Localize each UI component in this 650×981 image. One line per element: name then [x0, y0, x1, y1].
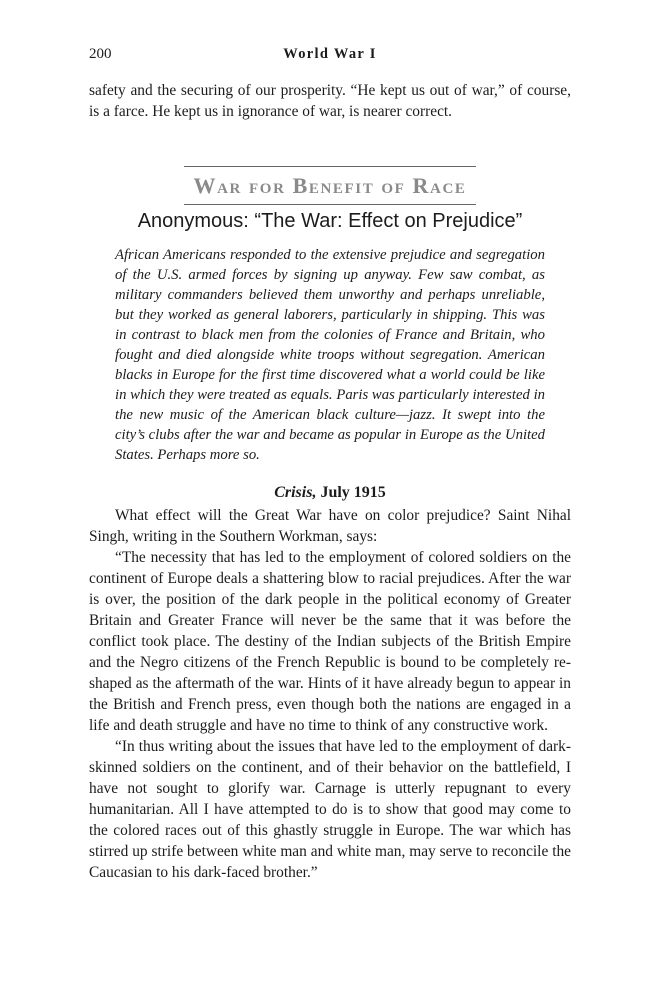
opening-paragraph: safety and the securing of our prosperity. “He kept us out of war,” of course, is a farce. He kept us in ignorance of war, is nearer correct. — [89, 82, 571, 120]
section-heading: War for Benefit of Race — [193, 173, 467, 198]
introduction-paragraph: African Americans responded to the extensive prejudice and segregation of the U.S. armed forces by signing up anyway. Few saw combat, as military commanders believed them unworthy and perhaps unreliable, but they worked as general laborers, particularly in shipping. This was in contrast to black men from the colonies of France and Britain, who fought and died alongside white troops without segregation. American blacks in Europe for the first time discovered what a world could be like in which they were treated as equals. Paris was particularly interested in the new music of the American black culture—jazz. It swept into the city’s clubs after the war and became as popular in Europe as the United States. Perhaps more so. — [115, 247, 545, 463]
source-line — [89, 482, 571, 504]
section-rule-bottom — [184, 204, 476, 205]
body-paragraph: “In thus writing about the issues that have led to the employment of dark-skinned soldiers on the continent, and of their behavior on the battlefield, I have not sought to glorify war. Carnage is utterly repugnant to every humanitarian. All I have attempted to do is to show that good may come to the colored races out of this ghastly struggle in Europe. The war which has stirred up strife between white man and white man, may serve to reconcile the Caucasian to his dark-faced brother.” — [89, 738, 571, 881]
body-text — [89, 505, 571, 883]
source-name: Crisis, — [274, 484, 317, 501]
running-head — [89, 46, 571, 66]
document-title: Anonymous: “The War: Effect on Prejudice” — [137, 210, 523, 232]
source-date: July 1915 — [316, 484, 386, 501]
body-paragraph: “The necessity that has led to the employment of colored soldiers on the continent of Europe deals a shattering blow to racial prejudices. After the war is over, the position of the dark people in the political economy of Greater Britain and Greater France will never be the same that it was before the conflict took place. The destiny of the Indian subjects of the British Empire and the Negro citizens of the French Republic is bound to be completely re-shaped as the aftermath of the war. Hints of it have already begun to appear in the British and French press, even though both the nations are engaged in a life and death struggle and have no time to think of any constructive work. — [89, 549, 571, 734]
book-title: World War I — [283, 46, 377, 62]
body-paragraph: What effect will the Great War have on color prejudice? Saint Nihal Singh, writing in the Southern Workman, says: — [89, 507, 571, 545]
page-number: 200 — [89, 46, 112, 62]
section-heading-block — [184, 166, 476, 205]
